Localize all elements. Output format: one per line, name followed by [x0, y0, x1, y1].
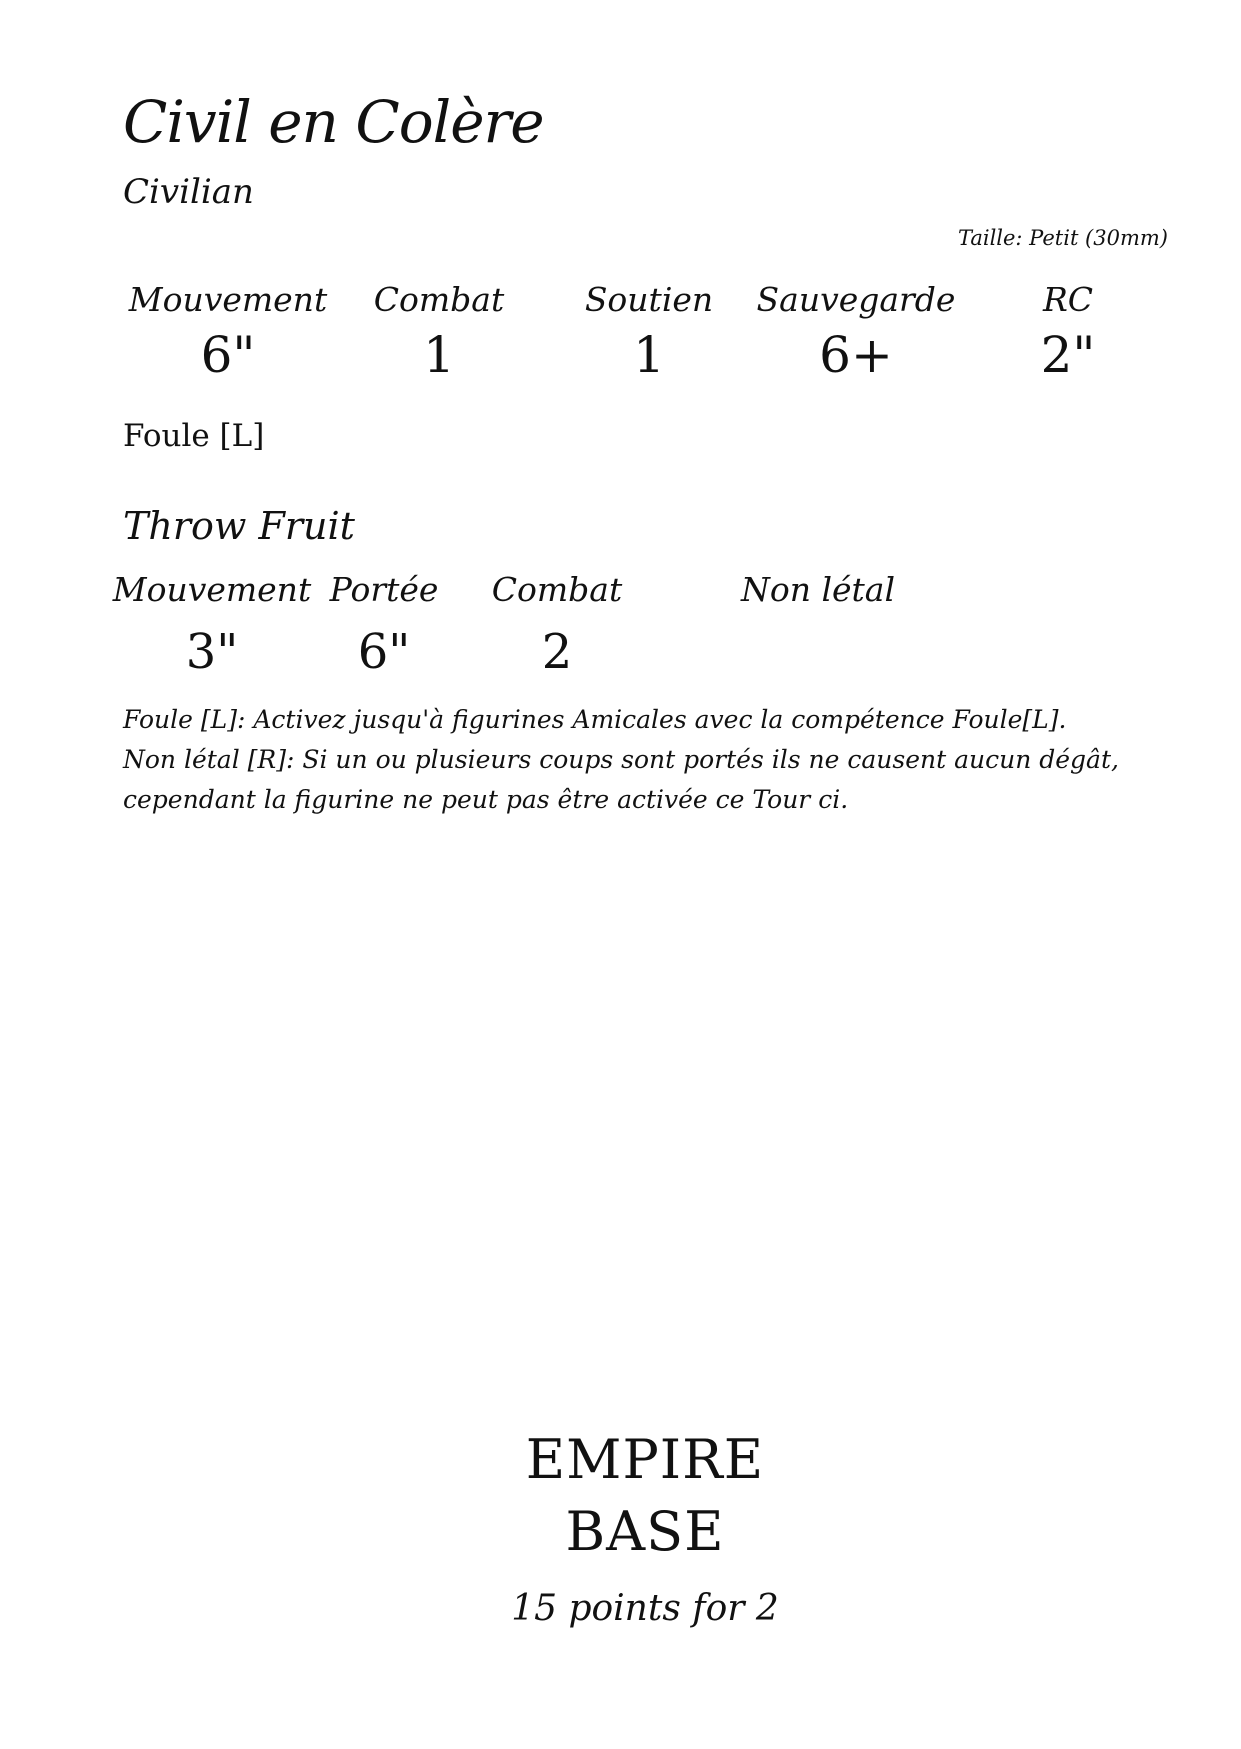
weapon-stat-value: 3" [185, 624, 239, 680]
stat-label: Sauvegarde [756, 280, 956, 319]
unit-size: Taille: Petit (30mm) [957, 226, 1168, 250]
faction-line-1: EMPIRE [525, 1428, 765, 1491]
stat-value: 6" [200, 326, 256, 384]
weapon-stat-label: Combat [491, 570, 623, 609]
weapon-stat-combat [457, 570, 657, 680]
points-cost: 15 points for 2 [511, 1588, 779, 1629]
stat-movement [118, 280, 338, 384]
stat-value: 1 [633, 326, 665, 384]
stat-value: 6+ [819, 326, 893, 384]
stat-support [539, 280, 759, 384]
weapon-stat-range [284, 570, 484, 680]
weapon-stat-movement [112, 570, 312, 680]
rule-line: cependant la figurine ne peut pas être activée ce Tour ci. [123, 785, 849, 814]
unit-name: Civil en Colère [123, 88, 544, 156]
stat-label: Soutien [584, 280, 714, 319]
rule-line: Non létal [R]: Si un ou plusieurs coups sont portés ils ne causent aucun dégât, [123, 745, 1119, 774]
stat-label: Combat [373, 280, 505, 319]
weapon-stat-label: Mouvement [112, 570, 312, 609]
rules-text [123, 700, 1119, 820]
weapon-stat-nonlethal [703, 570, 933, 624]
weapon-stat-value: 2 [541, 624, 573, 680]
weapon-stat-label: Portée [329, 570, 439, 609]
unit-keywords: Foule [L] [123, 418, 265, 454]
stat-value: 2" [1040, 326, 1096, 384]
stat-label: RC [1042, 280, 1094, 319]
weapon-name: Throw Fruit [123, 504, 355, 548]
stat-label: Mouvement [128, 280, 328, 319]
stat-combat [329, 280, 549, 384]
stat-save [746, 280, 966, 384]
unit-type: Civilian [123, 172, 254, 212]
weapon-stat-label: Non létal [740, 570, 896, 609]
faction-line-2: BASE [565, 1500, 725, 1563]
stat-rc [958, 280, 1178, 384]
rule-line: Foule [L]: Activez jusqu'à figurines Amicales avec la compétence Foule[L]. [123, 705, 1067, 734]
weapon-stat-value: 6" [357, 624, 411, 680]
stat-value: 1 [423, 326, 455, 384]
